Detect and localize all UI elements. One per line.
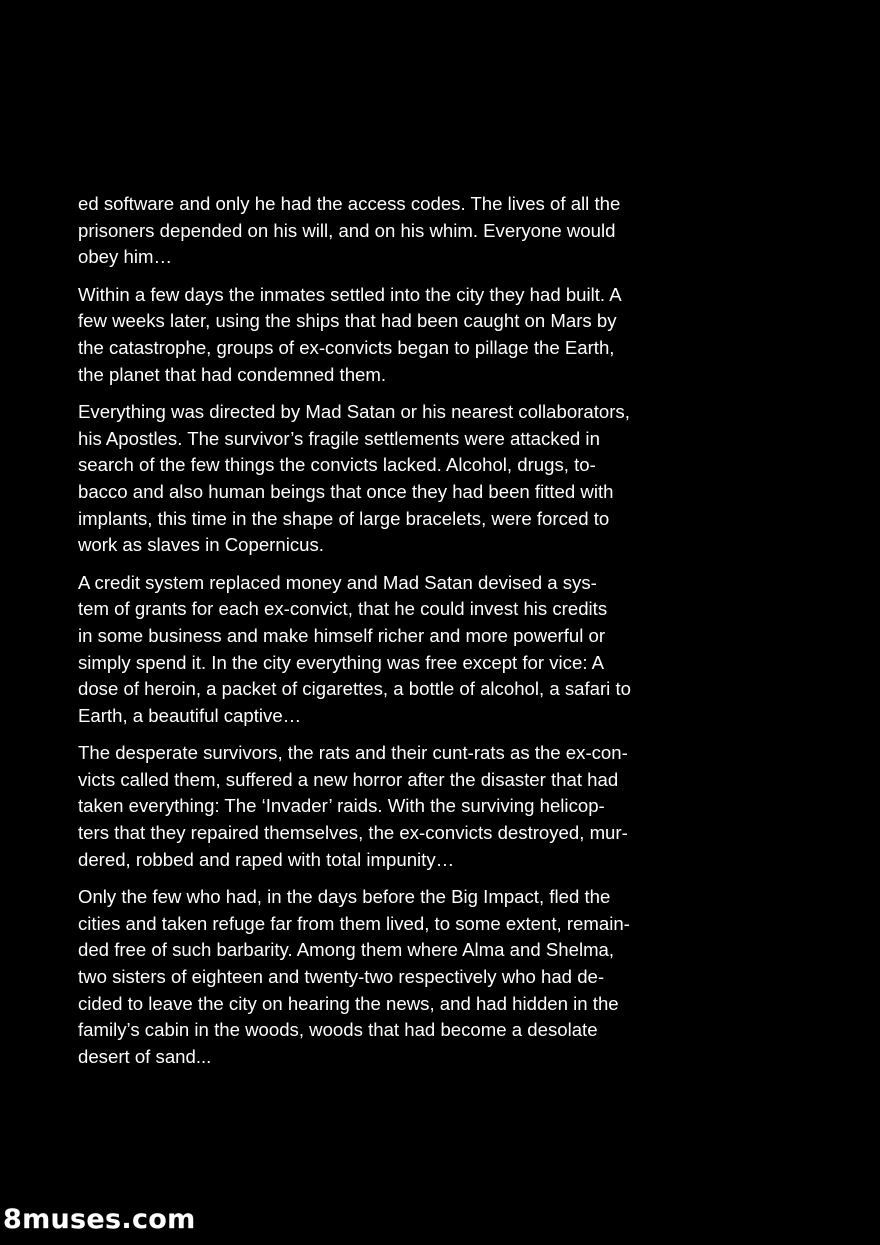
text-line: his Apostles. The survivor’s fragile settlements were attacked in bbox=[78, 427, 600, 449]
text-line: dose of heroin, a packet of cigarettes, a bottle of alcohol, a safari to bbox=[78, 678, 631, 700]
paragraph-4 bbox=[78, 570, 690, 730]
text-line: ed software and only he had the access codes. The lives of all the bbox=[78, 193, 621, 214]
text-line: Everything was directed by Mad Satan or his nearest collaborators, bbox=[78, 401, 630, 423]
text-line: work as slaves in Copernicus. bbox=[78, 534, 324, 556]
text-line: obey him… bbox=[78, 246, 173, 268]
text-line: The desperate survivors, the rats and their cunt-rats as the ex-con- bbox=[78, 742, 628, 764]
text-line: prisoners depended on his will, and on his whim. Everyone would bbox=[78, 219, 616, 241]
text-line: search of the few things the convicts lacked. Alcohol, drugs, to- bbox=[78, 454, 596, 476]
paragraph-1 bbox=[78, 191, 690, 271]
paragraph-6 bbox=[78, 884, 690, 1070]
text-line: Earth, a beautiful captive… bbox=[78, 704, 302, 726]
text-line: A credit system replaced money and Mad Satan devised a sys- bbox=[78, 571, 597, 593]
text-line: Within a few days the inmates settled into the city they had built. A bbox=[78, 283, 622, 305]
paragraph-5 bbox=[78, 740, 690, 873]
text-line: taken everything: The ‘Invader’ raids. With the surviving helicop- bbox=[78, 795, 605, 817]
text-line: Only the few who had, in the days before the Big Impact, fled the bbox=[78, 886, 611, 908]
text-line: ded free of such barbarity. Among them where Alma and Shelma, bbox=[78, 939, 615, 961]
text-line: in some business and make himself richer and more powerful or bbox=[78, 624, 606, 646]
text-line: the planet that had condemned them. bbox=[78, 363, 387, 385]
text-line: cided to leave the city on hearing the news, and had hidden in the bbox=[78, 992, 619, 1014]
text-line: desert of sand... bbox=[78, 1045, 212, 1067]
site-watermark: 8muses.com bbox=[3, 1204, 196, 1235]
text-line: victs called them, suffered a new horror after the disaster that had bbox=[78, 768, 619, 790]
story-text bbox=[78, 191, 690, 1081]
text-line: simply spend it. In the city everything was free except for vice: A bbox=[78, 651, 605, 673]
text-line: tem of grants for each ex-convict, that he could invest his credits bbox=[78, 598, 608, 620]
paragraph-3 bbox=[78, 399, 690, 559]
text-line: family’s cabin in the woods, woods that had become a desolate bbox=[78, 1019, 598, 1041]
text-line: dered, robbed and raped with total impunity… bbox=[78, 848, 455, 870]
text-line: implants, this time in the shape of large bracelets, were forced to bbox=[78, 507, 610, 529]
text-line: few weeks later, using the ships that had been caught on Mars by bbox=[78, 310, 617, 332]
text-line: the catastrophe, groups of ex-convicts began to pillage the Earth, bbox=[78, 336, 615, 358]
text-line: bacco and also human beings that once they had been fitted with bbox=[78, 480, 614, 502]
text-line: two sisters of eighteen and twenty-two respectively who had de- bbox=[78, 966, 605, 988]
paragraph-2 bbox=[78, 282, 690, 388]
text-line: cities and taken refuge far from them lived, to some extent, remain- bbox=[78, 912, 630, 934]
text-line: ters that they repaired themselves, the ex-convicts destroyed, mur- bbox=[78, 822, 628, 844]
